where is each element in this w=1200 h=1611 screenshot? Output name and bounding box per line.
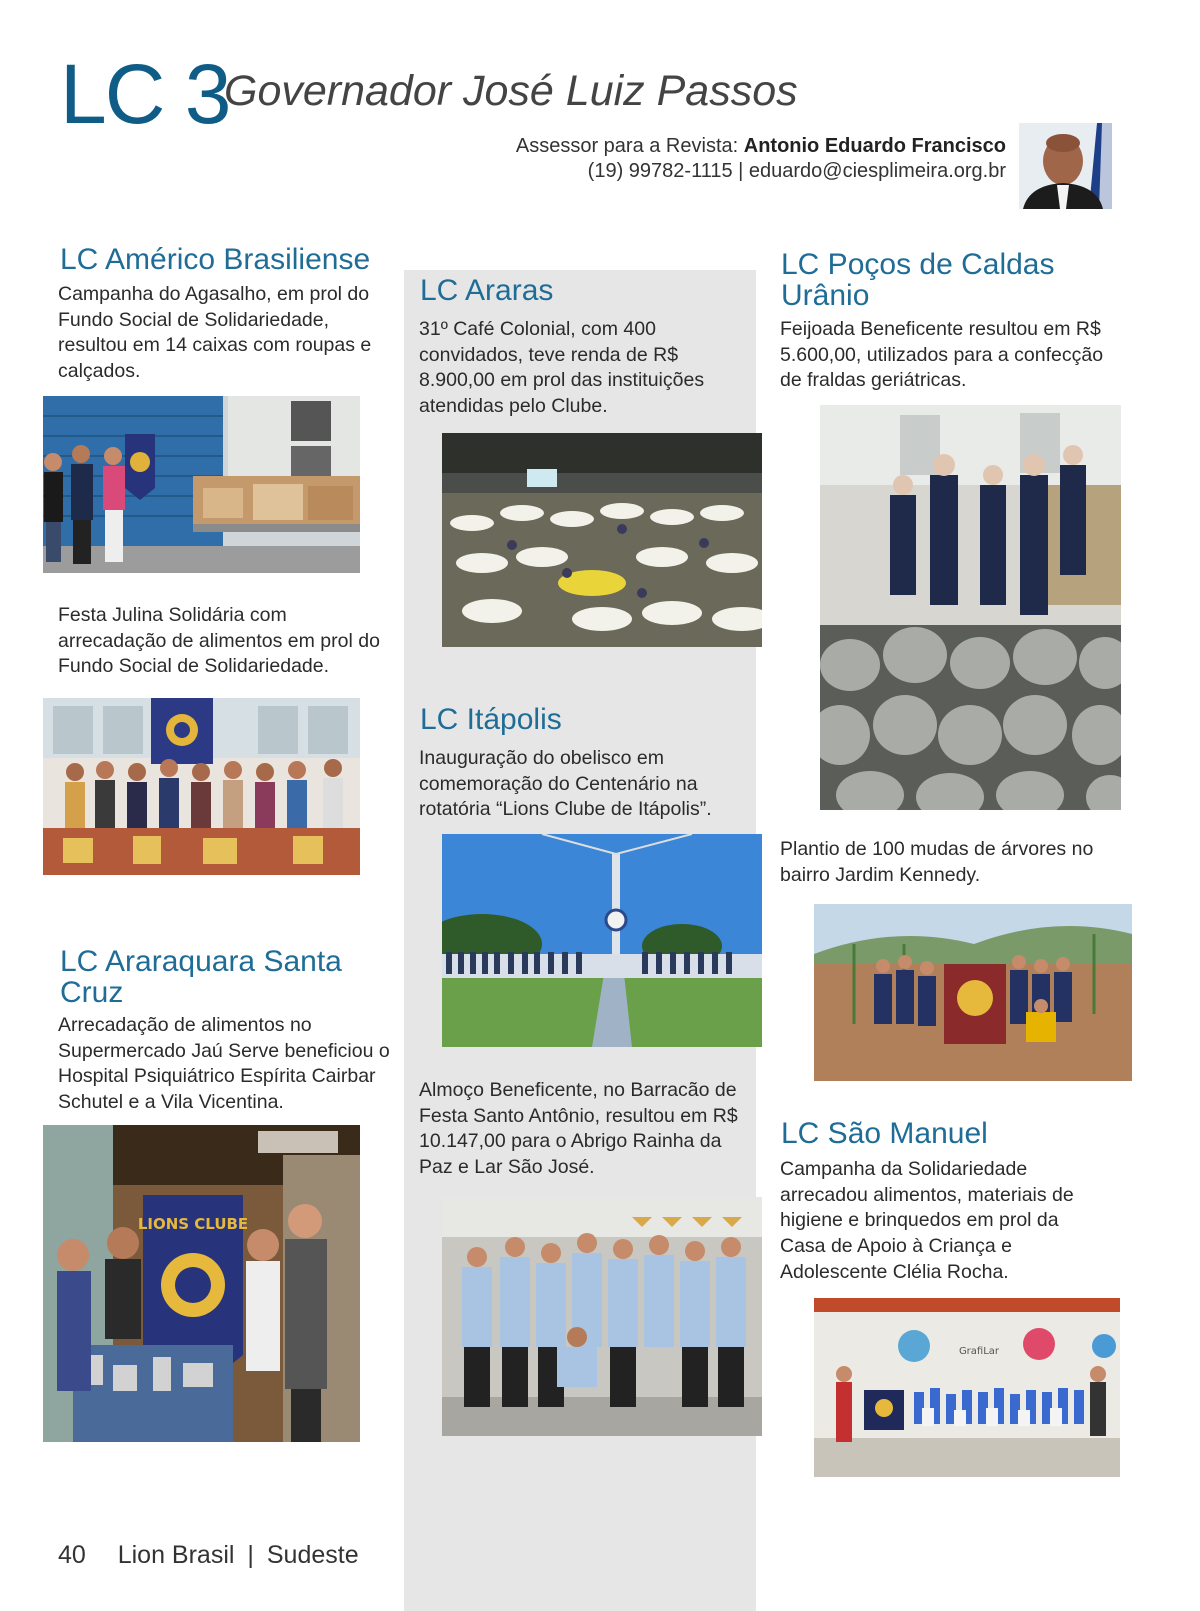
text-almoco-beneficente: Almoço Beneficente, no Barracão de Festa Santo Antônio, resultou em R$ 10.147,00 para o Abrigo Rainha da Paz e Lar São José. (419, 1079, 738, 1179)
page-number: 40 (58, 1541, 86, 1569)
photo-agasalho-boxes (43, 396, 360, 573)
assessor-block (516, 134, 1006, 184)
heading-pocos-de-caldas: LC Poços de Caldas Urânio (781, 248, 1055, 312)
photo-clelia-rocha-children (814, 1298, 1120, 1477)
assessor-contact: (19) 99782-1115 | eduardo@ciesplimeira.org.br (587, 160, 1006, 182)
assessor-name: Antonio Eduardo Francisco (743, 135, 1006, 157)
heading-araraquara-santa-cruz: LC Araraquara Santa Cruz (60, 945, 342, 1009)
heading-americo-brasiliense: LC Américo Brasiliense (60, 243, 371, 276)
text-campanha-solidariedade: Campanha da Solidariedade arrecadou alimentos, materiais de higiene e brinquedos em prol da Casa de Apoio à Criança e Adolescente Clélia Rocha. (780, 1158, 1074, 1283)
magazine-name: Lion Brasil (117, 1541, 235, 1569)
heading-araras: LC Araras (420, 274, 554, 307)
assessor-portrait (1019, 123, 1112, 209)
district-logo: LC 3 (60, 47, 230, 141)
footer-separator: | (247, 1541, 254, 1569)
text-plantio-mudas: Plantio de 100 mudas de árvores no bairro Jardim Kennedy. (780, 838, 1094, 886)
photo-festa-julina-group (43, 698, 360, 875)
photo-cafe-colonial-hall (442, 433, 762, 647)
photo-almoco-group (442, 1197, 762, 1436)
text-obelisco: Inauguração do obelisco em comemoração do Centenário na rotatória “Lions Clube de Itápolis”. (419, 747, 712, 821)
text-festa-julina: Festa Julina Solidária com arrecadação de alimentos em prol do Fundo Social de Solidariedade. (58, 604, 380, 678)
heading-sao-manuel: LC São Manuel (781, 1117, 988, 1150)
photo-fraldas-volunteers (820, 405, 1121, 810)
assessor-label: Assessor para a Revista: (515, 135, 739, 157)
sign-grafilar-text: GrafiLar (958, 1346, 1000, 1357)
photo-tree-planting (814, 904, 1132, 1081)
text-cafe-colonial: 31º Café Colonial, com 400 convidados, teve renda de R$ 8.900,00 em prol das instituições atendidas pelo Clube. (419, 318, 705, 418)
text-arrecadacao-supermercado: Arrecadação de alimentos no Supermercado Jaú Serve beneficiou o Hospital Psiquiátrico Espírita Cairbar Schutel e a Vila Vicentina. (58, 1014, 390, 1114)
photo-supermarket-donation (43, 1125, 360, 1442)
section-name: Sudeste (266, 1541, 359, 1569)
heading-itapolis: LC Itápolis (420, 703, 562, 736)
page-footer (58, 1541, 359, 1570)
photo-obelisk-inauguration (442, 834, 762, 1047)
banner-lions-text: LIONS CLUBE (137, 1215, 249, 1233)
governor-name: Governador José Luiz Passos (224, 67, 798, 115)
text-feijoada: Feijoada Beneficente resultou em R$ 5.600,00, utilizados para a confecção de fraldas geriátricas. (780, 318, 1104, 392)
text-campanha-agasalho: Campanha do Agasalho, em prol do Fundo Social de Solidariedade, resultou em 14 caixas com roupas e calçados. (58, 283, 372, 383)
